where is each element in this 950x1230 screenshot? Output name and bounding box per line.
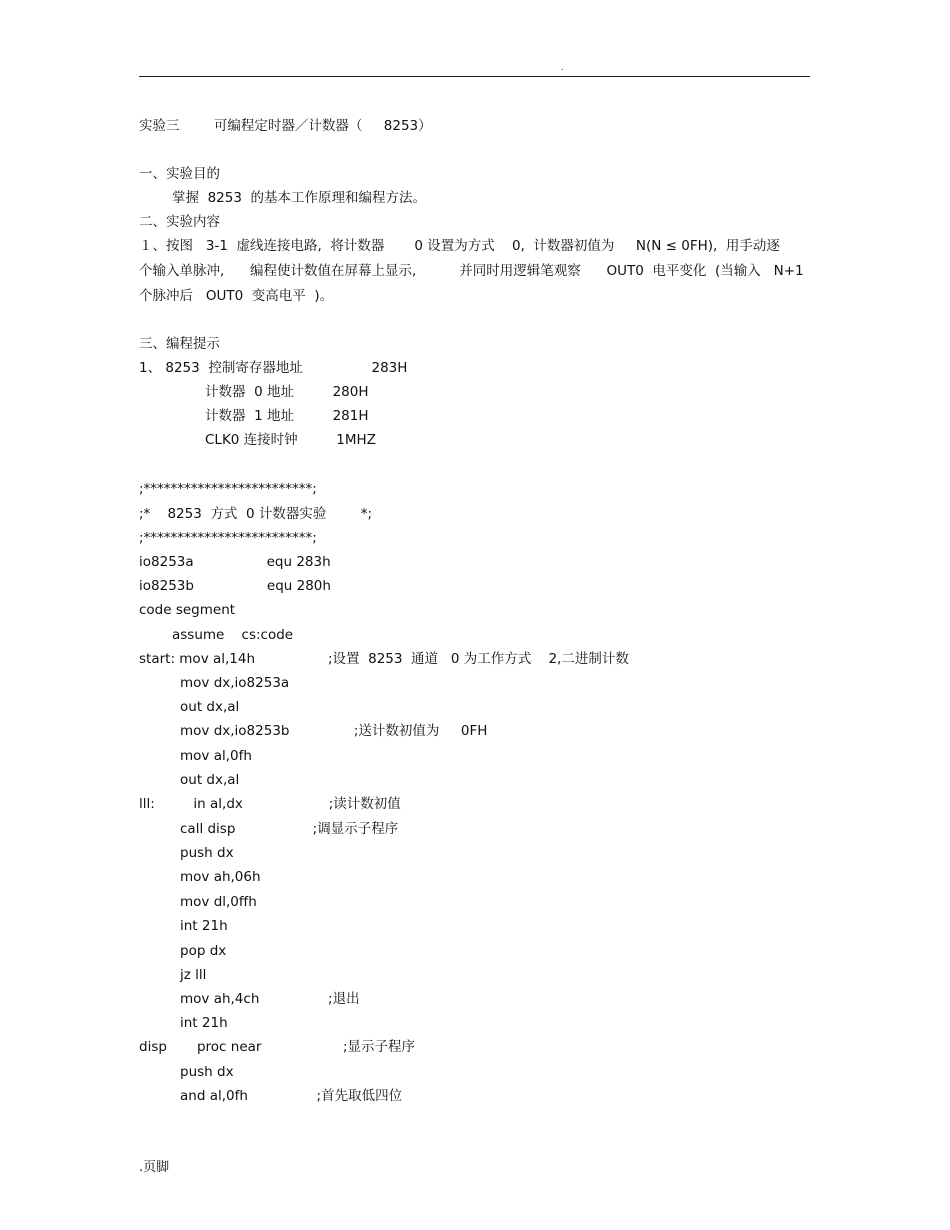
code-line: io8253b equ 280h (139, 578, 331, 594)
code-line: lll: in al,dx ;读计数初值 (139, 796, 401, 812)
header-dot: . (561, 63, 564, 72)
section-heading-hints: 三、编程提示 (139, 336, 220, 352)
doc-title: 实验三 可编程定时器／计数器（ 8253） (139, 118, 432, 134)
code-line: mov ah,4ch ;退出 (180, 991, 360, 1007)
hint-counter1: 计数器 1 地址 281H (205, 408, 369, 424)
code-line: mov dx,io8253b ;送计数初值为 0FH (180, 723, 488, 739)
code-line: code segment (139, 602, 236, 618)
code-line: pop dx (180, 943, 227, 959)
content-line-1: １、按图 3-1 虚线连接电路, 将计数器 0 设置为方式 0, 计数器初值为 N(N ≤ 0FH), 用手动逐 (139, 238, 780, 254)
section-heading-purpose: 一、实验目的 (139, 166, 220, 182)
code-line: and al,0fh ;首先取低四位 (180, 1088, 403, 1104)
code-line: assume cs:code (172, 627, 294, 643)
code-line: ;*************************; (139, 530, 317, 546)
page-footer: .页脚 (139, 1160, 170, 1175)
code-line: push dx (180, 1064, 234, 1080)
code-line: int 21h (180, 918, 228, 934)
section-heading-content: 二、实验内容 (139, 214, 220, 230)
code-line: push dx (180, 845, 234, 861)
header-rule (139, 76, 810, 77)
code-line: out dx,al (180, 772, 240, 788)
code-line: ;* 8253 方式 0 计数器实验 *; (139, 506, 372, 522)
content-line-2: 个输入单脉冲, 编程使计数值在屏幕上显示, 并同时用逻辑笔观察 OUT0 电平变化 (当输入 N+1 (139, 263, 804, 279)
hint-clk0: CLK0 连接时钟 1MHZ (205, 432, 376, 448)
code-line: ;*************************; (139, 481, 317, 497)
code-line: disp proc near ;显示子程序 (139, 1039, 416, 1055)
hint-control-register: 1、 8253 控制寄存器地址 283H (139, 360, 408, 376)
code-line: mov al,0fh (180, 748, 252, 764)
code-line: out dx,al (180, 699, 240, 715)
hint-counter0: 计数器 0 地址 280H (205, 384, 369, 400)
purpose-text: 掌握 8253 的基本工作原理和编程方法。 (172, 190, 427, 206)
code-line: int 21h (180, 1015, 228, 1031)
code-line: start: mov al,14h ;设置 8253 通道 0 为工作方式 2,二进制计数 (139, 651, 629, 667)
code-line: mov dx,io8253a (180, 675, 290, 691)
content-line-3: 个脉冲后 OUT0 变高电平 )。 (139, 288, 334, 304)
code-line: io8253a equ 283h (139, 554, 331, 570)
code-line: mov ah,06h (180, 869, 261, 885)
code-line: call disp ;调显示子程序 (180, 821, 399, 837)
code-line: jz lll (180, 967, 207, 983)
code-line: mov dl,0ffh (180, 894, 257, 910)
